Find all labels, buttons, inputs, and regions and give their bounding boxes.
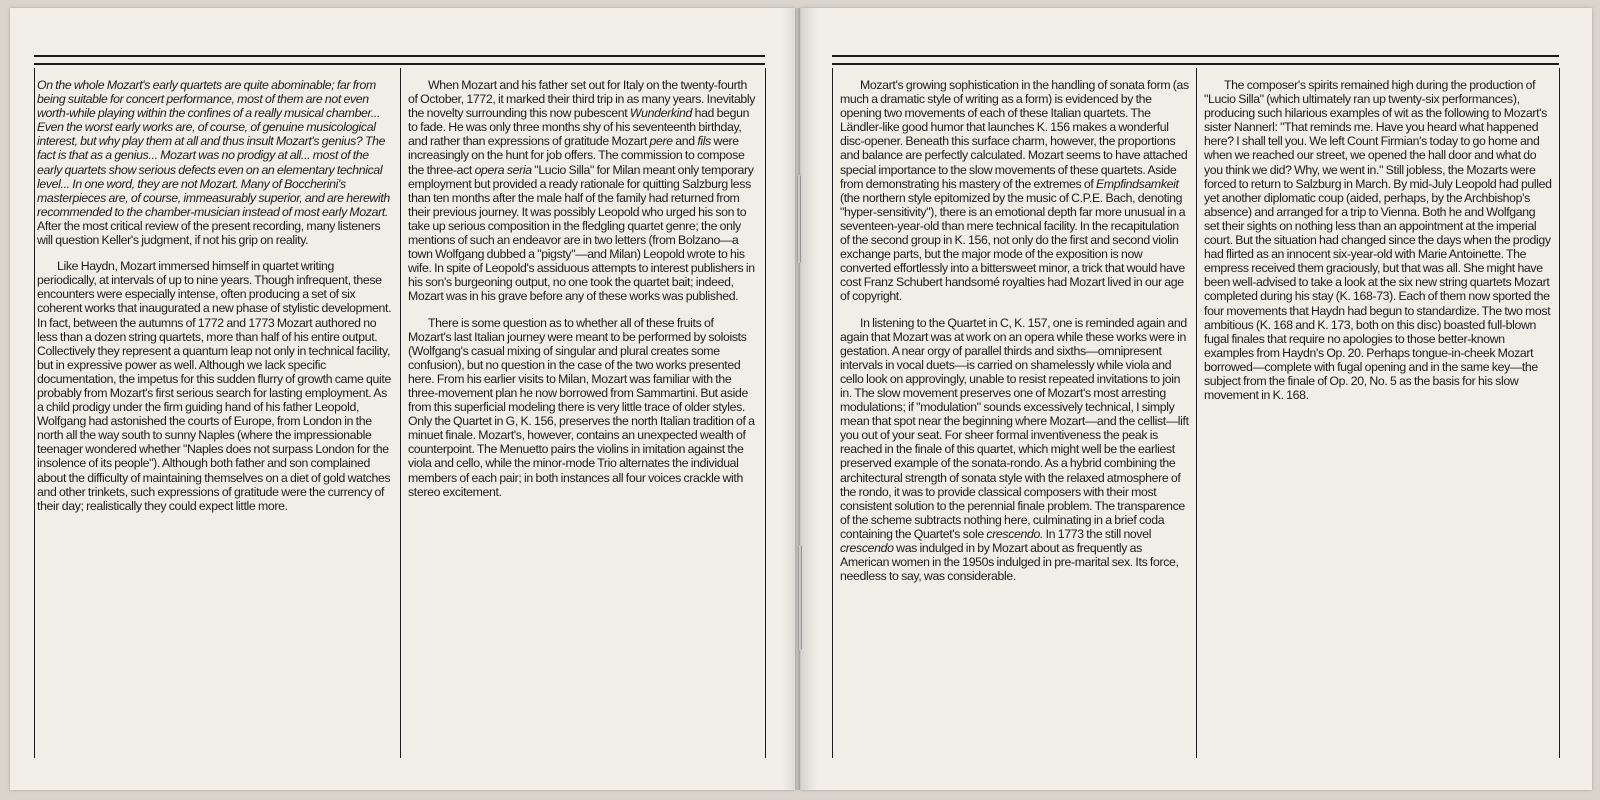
- col2-paragraph-1: When Mozart and his father set out for Italy on the twenty-fourth of October, 1772, it marked their third trip in as many years. Inevitably the novelty surrounding this now pubescent Wunderkind had begun to fade. He was only three months shy of his seventeenth birthday, and rather than expressions of gratitude Mozart pere and fils were increasingly on the hunt for job offers. The commission to compose the three-act opera seria "Lucio Silla" for Milan meant only temporary employment but provided a ready rationale for quitting Salzburg less than ten months after the male half of the family had returned from their previous journey. It was possibly Leopold who urged his son to take up serious composition in the fledgling quartet genre; the only mentions of such an endeavor are in two letters (from Bolzano—a town Wolfgang dubbed a "pigsty"—and Milan) Leopold wrote to his wife. In spite of Leopold's assiduous attempts to interest publishers in his son's burgeoning output, no one took the quartet bait; indeed, Mozart was in his grave before any of these works was published.: [408, 78, 756, 304]
- top-rule-right: [832, 55, 1559, 65]
- col4-paragraph-1: The composer's spirits remained high during the production of "Lucio Silla" (which ultimately ran up twenty-six performances), producing such hilarious examples of wit as the following to Mozart's sister Nannerl: "That reminds me. Have you heard what happened here? I shall tell you. We left Count Firmian's today to go home and when we reached our street, we opened the hall door and what do you think we did? Why, we went in." Still jobless, the Mozarts were forced to return to Salzburg in March. By mid-July Leopold had pulled yet another diplomatic coup (aided, perhaps, by the Archbishop's absence) and arranged for a trip to Vienna. Both he and Wolfgang set their sights on nothing less than an appointment at the imperial court. But the situation had changed since the days when the prodigy had flirted as an innocent six-year-old with Marie Antoinette. The empress received them graciously, but that was all. She might have been well-advised to take a look at the six new string quartets Mozart completed during his stay (K. 168-73). Each of them now sported the four movements that Haydn had begun to standardize. The two most ambitious (K. 168 and K. 173, both on this disc) boasted full-blown fugal finales that require no apologies to those better-known examples from Haydn's Op. 20. Perhaps tongue-in-cheek Mozart borrowed—complete with fugal opening and in the same key—the subject from the finale of Op. 20, No. 5 as the basis for his slow movement in K. 168.: [1204, 78, 1552, 403]
- center-fold: [782, 8, 818, 790]
- column-2: [408, 78, 758, 499]
- top-rule-left: [34, 55, 765, 65]
- keller-quote: On the whole Mozart's early quartets are quite abominable; far from being suitable for concert performance, most of them are not even worth-while playing within the confines of a really musical chamber... Even the worst early works are, of course, of genuine musicological interest, but why play them at all and thus insult Mozart's genius? The fact is that as a genius... Mozart was no prodigy at all... most of the early quartets show serious defects even on an elementary technical level... In one word, they are not Mozart. Many of Boccherini's masterpieces are, of course, immeasurably superior, and are herewith recommended to the chamber-musician instead of most early Mozart.: [37, 78, 390, 219]
- column-divider-right-middle: [1196, 68, 1197, 758]
- col1-paragraph-2: Like Haydn, Mozart immersed himself in quartet writing periodically, at intervals of up to nine years. Though infrequent, these encounters were especially intense, often producing a set of six coherent works that inaugurated a new phase of stylistic development. In fact, between the autumns of 1772 and 1773 Mozart authored no less than a dozen string quartets, more than half of his entire output. Collectively they represent a quantum leap not only in technical facility, but in expressive power as well. Although we lack specific documentation, the impetus for this sudden flurry of growth came quite probably from Mozart's first serious search for lasting employment. As a child prodigy under the firm guiding hand of his father Leopold, Wolfgang had astonished the courts of Europe, from London in the north all the way south to sunny Naples (where the impressionable teenager wondered whether "Naples does not surpass London for the insolence of its people"). Although both father and son complained about the difficulty of maintaining themselves on a diet of gold watches and other trinkets, such expressions of gratitude were the currency of their day; realistically they could expect little more.: [37, 259, 392, 513]
- col1-paragraph-1: After the most critical review of the present recording, many listeners will question Keller's judgment, if not his grip on reality.: [37, 218, 381, 248]
- col3-paragraph-1: Mozart's growing sophistication in the handling of sonata form (as much a dramatic style of writing as a form) is evidenced by the opening two movements of each of these Italian quartets. The Ländler-like good humor that launches K. 156 makes a wonderful disc-opener. Beneath this surface charm, however, the proportions and balance are perfectly calculated. Mozart seems to have attached special importance to the slow movements of these quartets. Aside from demonstrating his mastery of the extremes of Empfindsamkeit (the northern style epitomized by the music of C.P.E. Bach, denoting "hyper-sensitivity"), there is an emotional depth far more unusual in a seventeen-year-old than mere technical facility. In the recapitulation of the second group in K. 156, not only do the first and second violin exchange parts, but the major mode of the exposition is now converted effortlessly into a bittersweet minor, a trick that would have cost Franz Schubert handsomé royalties had Mozart lived in our age of copyright.: [840, 78, 1189, 304]
- col3-paragraph-2: In listening to the Quartet in C, K. 157, one is reminded again and again that Mozart was at work on an opera while these works were in gestation. A near orgy of parallel thirds and sixths—omnipresent intervals in vocal duets—is carried on shamelessly while viola and cello look on approvingly, unable to resist repeated invitations to join in. The slow movement preserves one of Mozart's most arresting modulations; if "modulation" sounds excessively technical, I simply mean that spot near the beginning where Mozart—and the cellist—lift you out of your seat. For sheer formal inventiveness the peak is reached in the finale of this quartet, which might well be the earliest preserved example of the sonata-rondo. As a hybrid combining the architectural strength of sonata style with the relaxed atmosphere of the rondo, it was to provide classical composers with their most consistent solution to the perennial finale problem. The transparence of the scheme subtracts nothing here, culminating in a brief coda containing the Quartet's sole crescendo. In 1773 the still novel crescendo was indulged in by Mozart about as frequently as American women in the 1950s indulged in pre-marital sex. Its force, needless to say, was considerable.: [840, 315, 1189, 584]
- column-1: [37, 78, 394, 513]
- column-divider-right-outer: [1559, 68, 1560, 758]
- column-divider-right-inner: [832, 68, 833, 758]
- column-3: [840, 78, 1190, 583]
- column-4: [1204, 78, 1553, 402]
- column-divider-left-outer: [34, 68, 35, 758]
- column-divider-left-inner: [765, 68, 766, 758]
- staple-bottom: [798, 545, 802, 650]
- col2-paragraph-2: There is some question as to whether all of these fruits of Mozart's last Italian journey were meant to be performed by soloists (Wolfgang's casual mixing of singular and plural creates some confusion), but no question in the case of the two works presented here. From his earlier visits to Milan, Mozart was familiar with the three-movement plan he now borrowed from Sammartini. But aside from this superficial modeling there is very little trace of older styles. Only the Quartet in G, K. 156, preserves the north Italian tradition of a minuet finale. Mozart's, however, contains an unexpected wealth of counterpoint. The Menuetto pairs the violins in imitation against the viola and cello, while the minor-mode Trio alternates the individual members of each pair; in both instances all four voices crackle with stereo excitement.: [408, 315, 755, 499]
- staple-top: [797, 175, 801, 263]
- column-divider-left-middle: [400, 68, 401, 758]
